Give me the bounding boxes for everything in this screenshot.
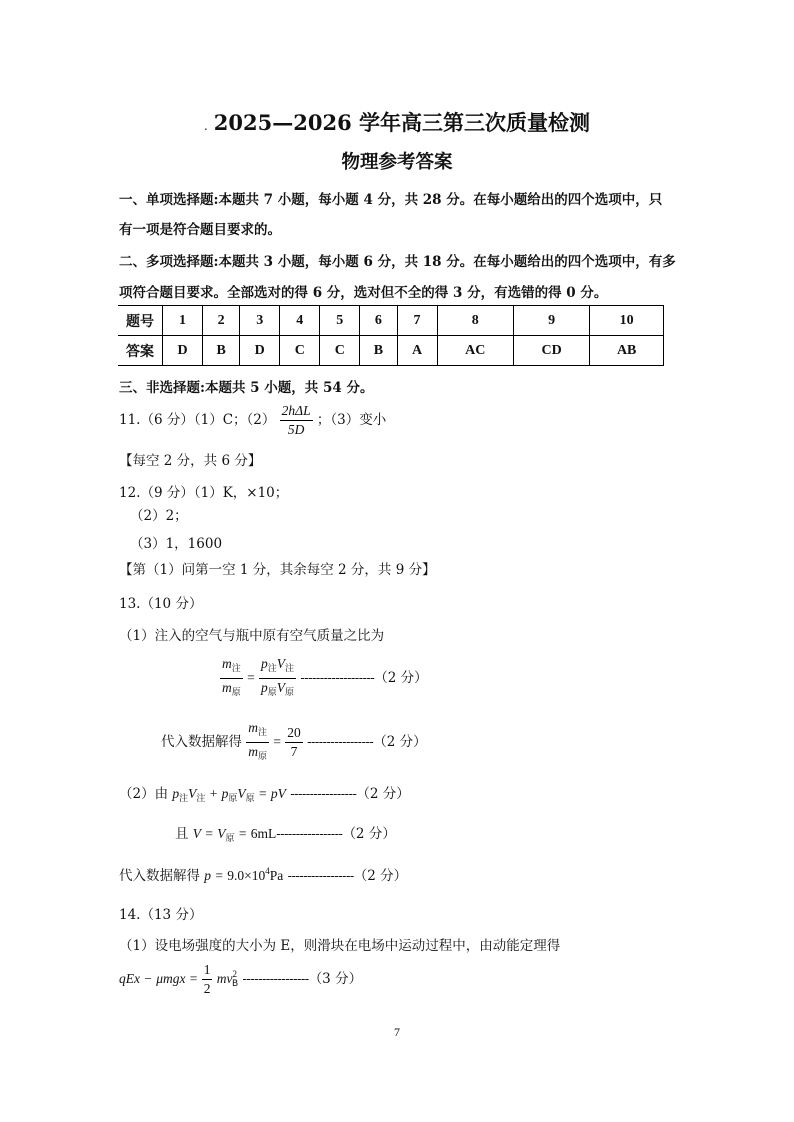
table-cell-number: 8: [437, 306, 513, 336]
table-cell-number: 1: [163, 306, 203, 336]
table-cell-number: 3: [240, 306, 280, 336]
section1-line2: 有一项是符合题目要求的。: [119, 222, 281, 238]
table-cell-number: 7: [397, 306, 437, 336]
table-cell-number: 4: [280, 306, 320, 336]
table-cell-answer: AB: [590, 336, 664, 366]
q14-equation: qEx − μmgx = $\frac{1}{2}$ $mv^2_B$ -----------------（3 分）: [119, 962, 363, 996]
table-cell-answer: CD: [513, 336, 589, 366]
q12-line3: （3）1，1600: [130, 536, 223, 552]
mass-ratio-fraction: $\frac{m_注}{m_原}$: [222, 656, 241, 698]
title-text: 2025—2026 学年高三第三次质量检测: [213, 110, 591, 135]
answer-table-number-row: [118, 306, 664, 336]
q12-note: 【第（1）问第一空 1 分，其余每空 2 分，共 9 分】: [119, 562, 436, 578]
table-cell-number: 6: [360, 306, 397, 336]
ratio-fraction: $\frac{20}{7}$: [287, 725, 301, 759]
table-cell-answer: D: [240, 336, 280, 366]
q13-equation3: （2）由 $p_注V_注 + p_原V_原$ = pV -----------------（2 分）: [119, 786, 410, 804]
table-cell-number: 9: [513, 306, 589, 336]
q12-line1: 12.（9 分）（1）K，×10；: [119, 485, 289, 501]
table-cell-answer: C: [320, 336, 360, 366]
q11-frac-num: 2hΔL: [280, 402, 313, 421]
q13-equation1: $\frac{m_注}{m_原}$ = $\frac{p_注V_注}{p_原V_原}$ -------------------（2 分）: [220, 655, 428, 702]
title-dot: .: [203, 119, 208, 133]
q11-note: 【每空 2 分，共 6 分】: [119, 453, 262, 469]
q13-equation4: 且 $V = V_原 = 6mL-----------------(2$ 分）: [175, 826, 396, 844]
q13-equation2: 代入数据解得 $\frac{m_注}{m_原}$ = $\frac{20}{7}$ -----------------（2 分）: [161, 720, 427, 762]
table-header-number: 题号: [118, 306, 163, 336]
table-cell-number: 2: [203, 306, 240, 336]
table-cell-answer: B: [203, 336, 240, 366]
section1-line1: 一、单项选择题:本题共 7 小题，每小题 4 分，共 28 分。在每小题给出的四个选项中，只: [119, 192, 663, 208]
answer-table: [118, 305, 664, 366]
q11-suffix: ；（3）变小: [316, 412, 387, 428]
q12-line2: （2）2；: [130, 508, 188, 524]
answer-table-answer-row: [118, 336, 664, 366]
table-cell-answer: B: [360, 336, 397, 366]
score-label: （2 分）: [374, 670, 428, 686]
table-header-answer: 答案: [118, 336, 163, 366]
document-title: [0, 107, 794, 137]
pv-ratio-fraction: $\frac{p_注V_注}{p_原V_原}$: [260, 656, 295, 698]
q13-head: 13.（10 分）: [119, 596, 203, 612]
document-subtitle: 物理参考答案: [341, 152, 453, 173]
table-cell-answer: D: [163, 336, 203, 366]
q11-prefix: 11.（6 分）（1）C；（2）: [119, 412, 276, 428]
table-cell-answer: A: [397, 336, 437, 366]
table-cell-answer: AC: [437, 336, 513, 366]
q13-equation5: 代入数据解得 $p = 9.0\times 10^4Pa$ -----------------（2 分）: [119, 866, 408, 884]
table-cell-answer: C: [280, 336, 320, 366]
q11-frac-den: 5D: [287, 422, 305, 437]
q14-part1: （1）设电场强度的大小为 E，则滑块在电场中运动过程中，由动能定理得: [119, 938, 561, 954]
q13-part1: （1）注入的空气与瓶中原有空气质量之比为: [119, 628, 385, 644]
section3-line: 三、非选择题:本题共 5 小题，共 54 分。: [119, 380, 374, 396]
q14-head: 14.（13 分）: [119, 907, 203, 923]
q11-fraction: [280, 402, 313, 439]
q11-line: [119, 402, 386, 439]
table-cell-number: 5: [320, 306, 360, 336]
section2-line2: 项符合题目要求。全部选对的得 6 分，选对但不全的得 3 分，有选错的得 0 分。: [119, 285, 608, 301]
section2-line1: 二、多项选择题:本题共 3 小题，每小题 6 分，共 18 分。在每小题给出的四个选项中，有多: [119, 254, 676, 270]
table-cell-number: 10: [590, 306, 664, 336]
page-number: 7: [394, 1025, 400, 1039]
